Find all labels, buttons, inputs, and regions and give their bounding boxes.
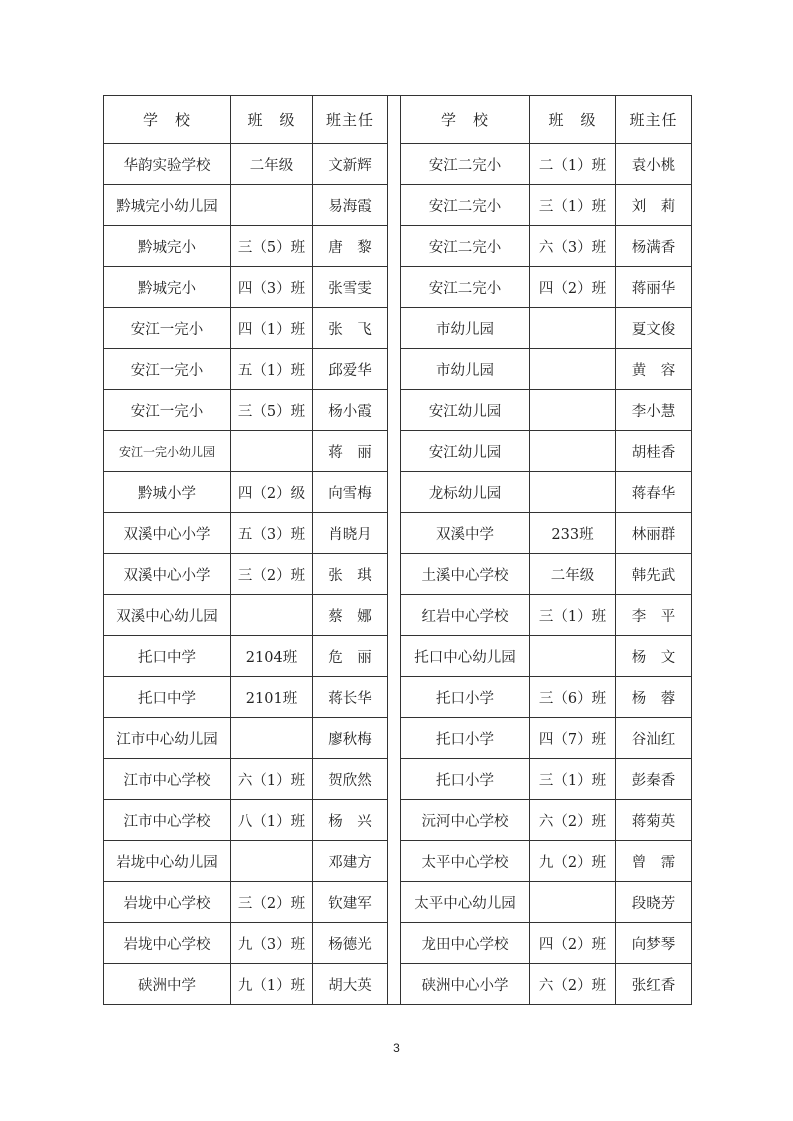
school-cell-right: 安江二完小: [401, 144, 530, 185]
column-divider: [388, 882, 401, 923]
school-cell-left: 黔城完小: [104, 267, 231, 308]
class-cell-right: [530, 472, 616, 513]
teacher-cell-right: 蒋丽华: [616, 267, 692, 308]
table-row: [104, 636, 692, 677]
school-cell-left: 江市中心学校: [104, 800, 231, 841]
teacher-cell-left: 蒋长华: [313, 677, 388, 718]
teacher-cell-right: 袁小桃: [616, 144, 692, 185]
class-cell-right: 六（2）班: [530, 964, 616, 1005]
column-divider: [388, 595, 401, 636]
class-cell-right: 233班: [530, 513, 616, 554]
school-cell-left: 江市中心幼儿园: [104, 718, 231, 759]
table-row: [104, 431, 692, 472]
teacher-cell-right: 曾 霈: [616, 841, 692, 882]
school-cell-left: 黔城小学: [104, 472, 231, 513]
table-row: [104, 554, 692, 595]
school-cell-left: 岩垅中心学校: [104, 923, 231, 964]
header-school-left: 学 校: [104, 96, 231, 144]
column-divider: [388, 636, 401, 677]
school-cell-right: 安江二完小: [401, 226, 530, 267]
class-cell-left: 五（3）班: [231, 513, 313, 554]
teacher-cell-right: 李 平: [616, 595, 692, 636]
school-cell-left: 双溪中心小学: [104, 554, 231, 595]
class-cell-right: 六（3）班: [530, 226, 616, 267]
teacher-cell-right: 蒋春华: [616, 472, 692, 513]
teacher-cell-right: 向梦琴: [616, 923, 692, 964]
table-row: [104, 800, 692, 841]
class-cell-left: 四（3）班: [231, 267, 313, 308]
column-divider: [388, 759, 401, 800]
class-cell-right: [530, 882, 616, 923]
school-cell-right: 红岩中心学校: [401, 595, 530, 636]
school-cell-left: 安江一完小: [104, 308, 231, 349]
school-cell-right: 市幼儿园: [401, 349, 530, 390]
column-divider: [388, 390, 401, 431]
class-cell-left: [231, 431, 313, 472]
class-cell-left: [231, 185, 313, 226]
class-cell-left: 九（1）班: [231, 964, 313, 1005]
teacher-cell-left: 钦建军: [313, 882, 388, 923]
table-row: [104, 472, 692, 513]
class-cell-right: 二年级: [530, 554, 616, 595]
teacher-cell-left: 文新辉: [313, 144, 388, 185]
class-cell-left: 四（1）班: [231, 308, 313, 349]
header-row: [104, 96, 692, 144]
school-cell-right: 沅河中心学校: [401, 800, 530, 841]
teacher-cell-right: 杨 文: [616, 636, 692, 677]
class-cell-right: 九（2）班: [530, 841, 616, 882]
teacher-cell-left: 杨德光: [313, 923, 388, 964]
school-cell-right: 托口中心幼儿园: [401, 636, 530, 677]
class-cell-left: 六（1）班: [231, 759, 313, 800]
class-cell-right: 四（7）班: [530, 718, 616, 759]
class-cell-right: 三（1）班: [530, 759, 616, 800]
teacher-cell-right: 夏文俊: [616, 308, 692, 349]
school-cell-left: 华韵实验学校: [104, 144, 231, 185]
teacher-cell-left: 贺欣然: [313, 759, 388, 800]
class-cell-right: [530, 308, 616, 349]
teacher-cell-right: 黄 容: [616, 349, 692, 390]
school-cell-right: 龙田中心学校: [401, 923, 530, 964]
teacher-cell-left: 邱爱华: [313, 349, 388, 390]
column-divider: [388, 431, 401, 472]
teacher-cell-left: 张 琪: [313, 554, 388, 595]
class-cell-right: [530, 349, 616, 390]
class-cell-right: 三（1）班: [530, 595, 616, 636]
column-divider: [388, 308, 401, 349]
teacher-cell-right: 彭秦香: [616, 759, 692, 800]
school-cell-right: 托口小学: [401, 759, 530, 800]
teacher-cell-left: 危 丽: [313, 636, 388, 677]
column-divider: [388, 144, 401, 185]
class-cell-right: 三（6）班: [530, 677, 616, 718]
class-cell-left: 三（5）班: [231, 390, 313, 431]
class-cell-left: 2101班: [231, 677, 313, 718]
class-cell-right: [530, 636, 616, 677]
teacher-cell-left: 胡大英: [313, 964, 388, 1005]
column-divider: [388, 185, 401, 226]
class-cell-left: 三（2）班: [231, 882, 313, 923]
school-cell-left: 托口中学: [104, 677, 231, 718]
school-cell-right: 托口小学: [401, 677, 530, 718]
school-cell-right: 市幼儿园: [401, 308, 530, 349]
page-number: 3: [393, 1041, 400, 1055]
table-row: [104, 964, 692, 1005]
table-row: [104, 144, 692, 185]
table-row: [104, 923, 692, 964]
school-cell-right: 太平中心幼儿园: [401, 882, 530, 923]
school-cell-left: 岩垅中心学校: [104, 882, 231, 923]
column-divider: [388, 267, 401, 308]
class-cell-left: [231, 841, 313, 882]
table-row: [104, 718, 692, 759]
column-divider: [388, 96, 401, 144]
teacher-cell-right: 谷汕红: [616, 718, 692, 759]
class-cell-left: 八（1）班: [231, 800, 313, 841]
column-divider: [388, 554, 401, 595]
school-cell-right: 土溪中心学校: [401, 554, 530, 595]
school-cell-right: 双溪中学: [401, 513, 530, 554]
teacher-cell-left: 易海霞: [313, 185, 388, 226]
teacher-cell-left: 蔡 娜: [313, 595, 388, 636]
class-cell-left: 三（2）班: [231, 554, 313, 595]
school-cell-right: 安江二完小: [401, 267, 530, 308]
teacher-cell-left: 蒋 丽: [313, 431, 388, 472]
class-cell-left: 二年级: [231, 144, 313, 185]
teacher-cell-right: 李小慧: [616, 390, 692, 431]
school-cell-right: 安江二完小: [401, 185, 530, 226]
header-school-right: 学 校: [401, 96, 530, 144]
teacher-cell-left: 向雪梅: [313, 472, 388, 513]
table-row: [104, 349, 692, 390]
school-cell-left: 双溪中心幼儿园: [104, 595, 231, 636]
school-cell-right: 托口小学: [401, 718, 530, 759]
teacher-cell-left: 张雪雯: [313, 267, 388, 308]
school-cell-left: 安江一完小: [104, 349, 231, 390]
table-row: [104, 185, 692, 226]
class-cell-left: 五（1）班: [231, 349, 313, 390]
school-cell-left: 托口中学: [104, 636, 231, 677]
table-row: [104, 390, 692, 431]
school-cell-right: 安江幼儿园: [401, 390, 530, 431]
class-cell-left: 三（5）班: [231, 226, 313, 267]
column-divider: [388, 472, 401, 513]
table-row: [104, 882, 692, 923]
table-row: [104, 226, 692, 267]
header-class-right: 班 级: [530, 96, 616, 144]
class-cell-right: 六（2）班: [530, 800, 616, 841]
table-row: [104, 595, 692, 636]
column-divider: [388, 923, 401, 964]
class-cell-right: [530, 390, 616, 431]
table-row: [104, 759, 692, 800]
table-row: [104, 308, 692, 349]
teacher-cell-left: 张 飞: [313, 308, 388, 349]
teacher-cell-left: 肖晓月: [313, 513, 388, 554]
teacher-cell-right: 杨 蓉: [616, 677, 692, 718]
school-cell-left: 江市中心学校: [104, 759, 231, 800]
school-cell-left: 双溪中心小学: [104, 513, 231, 554]
class-cell-right: 二（1）班: [530, 144, 616, 185]
class-cell-right: 四（2）班: [530, 923, 616, 964]
class-cell-right: 三（1）班: [530, 185, 616, 226]
teacher-cell-right: 段晓芳: [616, 882, 692, 923]
header-teacher-right: 班主任: [616, 96, 692, 144]
class-cell-left: 九（3）班: [231, 923, 313, 964]
teacher-cell-left: 杨 兴: [313, 800, 388, 841]
teacher-cell-left: 杨小霞: [313, 390, 388, 431]
school-cell-left: 黔城完小幼儿园: [104, 185, 231, 226]
table-row: [104, 841, 692, 882]
teacher-cell-right: 张红香: [616, 964, 692, 1005]
school-cell-left: 安江一完小: [104, 390, 231, 431]
class-cell-left: [231, 718, 313, 759]
school-cell-left: 硖洲中学: [104, 964, 231, 1005]
school-cell-right: 龙标幼儿园: [401, 472, 530, 513]
class-cell-left: 四（2）级: [231, 472, 313, 513]
teacher-cell-right: 韩先武: [616, 554, 692, 595]
table-row: [104, 513, 692, 554]
teacher-cell-right: 胡桂香: [616, 431, 692, 472]
table-row: [104, 267, 692, 308]
class-cell-right: [530, 431, 616, 472]
table-body: [104, 144, 692, 1005]
column-divider: [388, 800, 401, 841]
class-cell-left: 2104班: [231, 636, 313, 677]
column-divider: [388, 349, 401, 390]
school-cell-left: 安江一完小幼儿园: [104, 431, 231, 472]
column-divider: [388, 718, 401, 759]
teacher-cell-left: 邓建方: [313, 841, 388, 882]
teacher-cell-left: 唐 黎: [313, 226, 388, 267]
teacher-cell-right: 杨满香: [616, 226, 692, 267]
class-cell-left: [231, 595, 313, 636]
teacher-cell-right: 蒋菊英: [616, 800, 692, 841]
header-teacher-left: 班主任: [313, 96, 388, 144]
school-cell-left: 岩垅中心幼儿园: [104, 841, 231, 882]
school-cell-right: 安江幼儿园: [401, 431, 530, 472]
header-class-left: 班 级: [231, 96, 313, 144]
teacher-cell-right: 林丽群: [616, 513, 692, 554]
table-row: [104, 677, 692, 718]
column-divider: [388, 513, 401, 554]
school-cell-right: 太平中心学校: [401, 841, 530, 882]
teacher-cell-right: 刘 莉: [616, 185, 692, 226]
column-divider: [388, 841, 401, 882]
column-divider: [388, 964, 401, 1005]
table-header: [104, 96, 692, 144]
teacher-cell-left: 廖秋梅: [313, 718, 388, 759]
school-cell-right: 硖洲中心小学: [401, 964, 530, 1005]
class-cell-right: 四（2）班: [530, 267, 616, 308]
column-divider: [388, 677, 401, 718]
school-cell-left: 黔城完小: [104, 226, 231, 267]
column-divider: [388, 226, 401, 267]
teacher-list-table: [103, 95, 692, 1005]
